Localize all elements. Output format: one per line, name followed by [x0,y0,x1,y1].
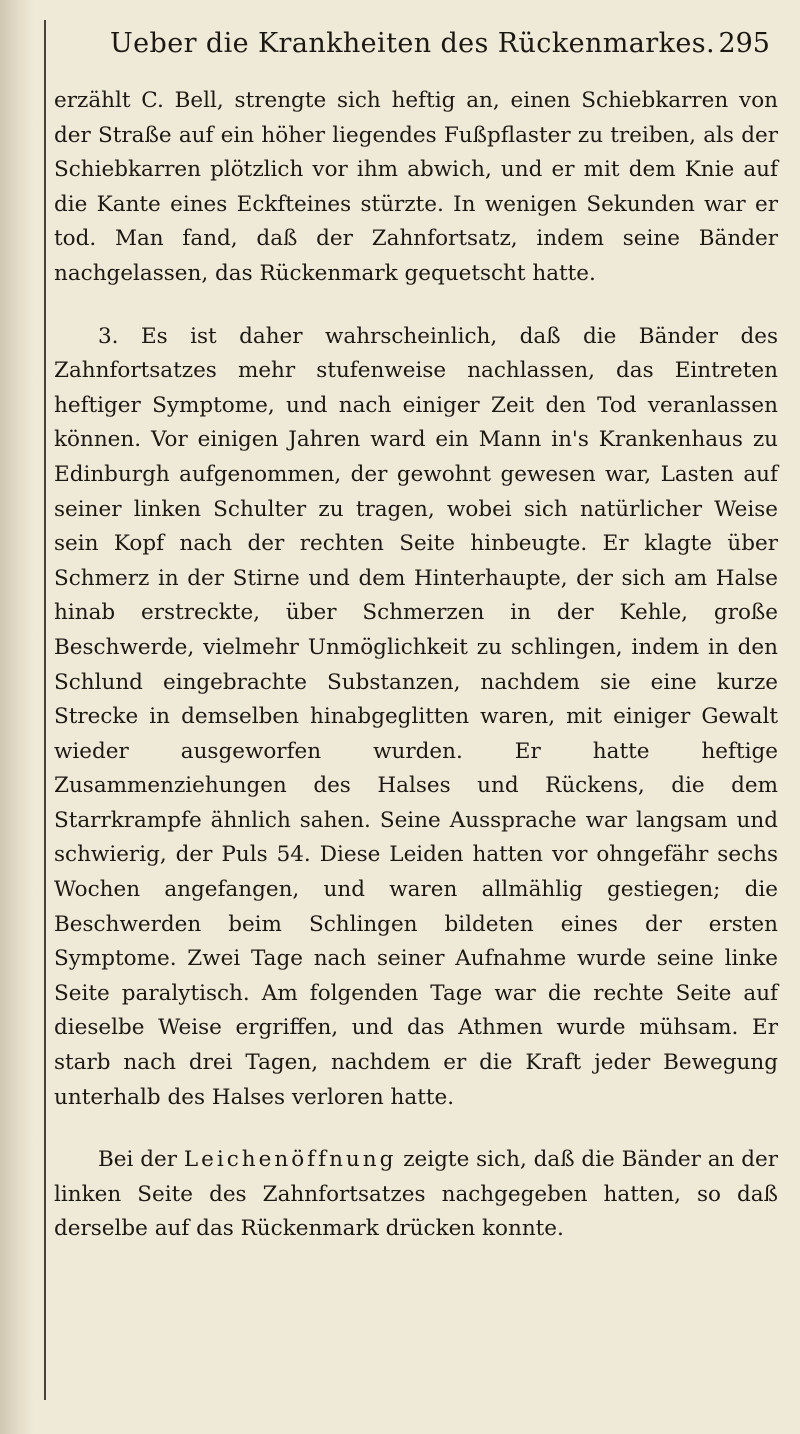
page-gutter-shadow [0,0,34,1434]
emphasis-leichenoeffnung: Leichenöffnung [183,1147,397,1173]
running-head: Ueber die Krankheiten des Rückenmarkes. [110,28,715,59]
paragraph-continuation: erzählt C. Bell, strengte sich heftig an, einen Schiebkarren von der Straße auf ein höher liegendes Fußpflaster zu treiben, als der Schiebkarren plötzlich vor ihm abwich, und er mit dem Knie auf die Kante eines Eckfteines stürzte. In wenigen Sekunden war er tod. Man fand, daß der Zahnfortsatz, indem seine Bänder nachgelassen, das Rückenmark gequetscht hatte. [54,88,778,286]
paragraph-autopsy [54,1143,778,1247]
page-number: 295 [718,28,770,59]
binding-edge-line [44,20,46,1400]
body-text [54,84,778,1247]
paragraph-autopsy-text: zeigte sich, daß die Bänder an der linken Seite des Zahnfortsatzes nachgegeben hatten, so daß derselbe auf das Rückenmark drücken konnte. [54,1147,778,1242]
paragraph-autopsy-lead: Bei der [98,1147,178,1173]
page-header [110,18,770,68]
paragraph-case-3: 3. Es ist daher wahrscheinlich, daß die Bänder des Zahnfortsatzes mehr stufenweise nachlassen, das Eintreten heftiger Symptome, und nach einiger Zeit den Tod veranlassen können. Vor einigen Jahren ward ein Mann in's Krankenhaus zu Edinburgh aufgenommen, der gewohnt gewesen war, Lasten auf seiner linken Schulter zu tragen, wobei sich natürlicher Weise sein Kopf nach der rechten Seite hinbeugte. Er klagte über Schmerz in der Stirne und dem Hinterhaupte, der sich am Halse hinab erstreckte, über Schmerzen in der Kehle, große Beschwerde, vielmehr Unmöglichkeit zu schlingen, indem in den Schlund eingebrachte Substanzen, nachdem sie eine kurze Strecke in demselben hinabgeglitten waren, mit einiger Gewalt wieder ausgeworfen wurden. Er hatte heftige Zusammenziehungen des Halses und Rückens, die dem Starrkrampfe ähnlich sahen. Seine Aussprache war langsam und schwierig, der Puls 54. Diese Leiden hatten vor ohngefähr sechs Wochen angefangen, und waren allmählig gestiegen; die Beschwerden beim Schlingen bildeten eines der ersten Symptome. Zwei Tage nach seiner Aufnahme wurde seine linke Seite paralytisch. Am folgenden Tage war die rechte Seite auf dieselbe Weise ergriffen, und das Athmen wurde mühsam. Er starb nach drei Tagen, nachdem er die Kraft jeder Bewegung unterhalb des Halses verloren hatte. [54,323,778,1110]
